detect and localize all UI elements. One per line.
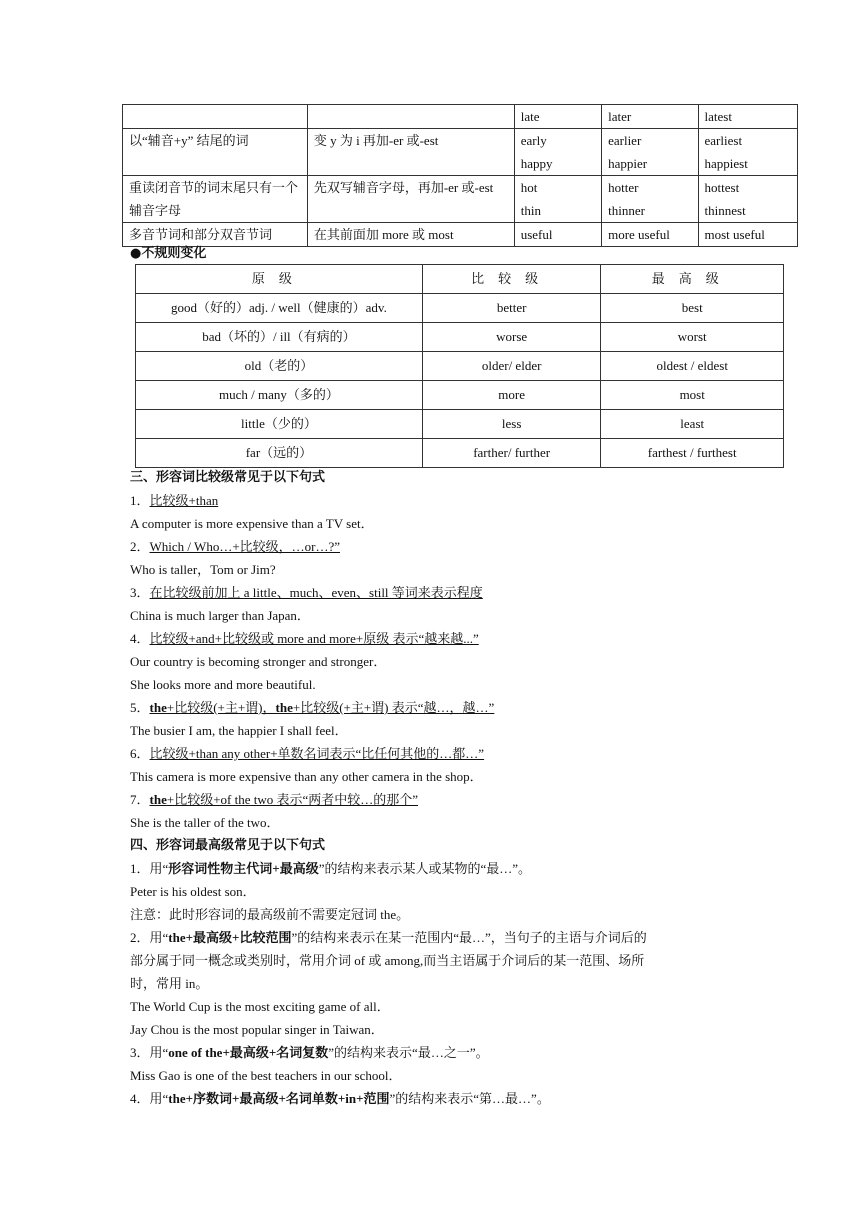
header-base: 原级 xyxy=(136,265,423,294)
section-4-title: 四、形容词最高级常见于以下句式 xyxy=(130,838,326,853)
body-text xyxy=(130,466,750,1110)
pattern-5: 5．the+比较级(+主+谓)，the+比较级(+主+谓) 表示“越…，越…” xyxy=(130,700,495,715)
example-sentence: A computer is more expensive than a TV set． xyxy=(130,516,374,531)
table-row xyxy=(136,439,784,468)
pattern-6: 6．比较级+than any other+单数名词表示“比任何其他的…都…” xyxy=(130,746,485,761)
comparative-cell: more xyxy=(422,381,601,410)
table-row xyxy=(136,352,784,381)
base-cell: late xyxy=(514,105,601,129)
explanation-line: 部分属于同一概念或类别时，常用介词 of 或 among,而当主语属于介词后的某一范围、场所 xyxy=(130,953,645,968)
rule-method-cell: 变 y 为 i 再加-er 或-est xyxy=(307,129,514,176)
base-cell: bad（坏的）/ ill（有病的） xyxy=(136,323,423,352)
superlative-cell: best xyxy=(601,294,784,323)
comparative-cell: earlier happier xyxy=(602,129,698,176)
superlative-cell: oldest / eldest xyxy=(601,352,784,381)
comparative-cell: farther/ further xyxy=(422,439,601,468)
rule-word-cell xyxy=(123,105,308,129)
rule-method-cell: 先双写辅音字母，再加-er 或-est xyxy=(307,176,514,223)
superlative-pattern-2: 2．用“the+最高级+比较范围”的结构来表示在某一范围内“最…”，当句子的主语与介词后的 xyxy=(130,930,647,945)
explanation-line: 时，常用 in。 xyxy=(130,976,209,991)
rule-method-cell: 在其前面加 more 或 most xyxy=(307,223,514,247)
table-header-row xyxy=(136,265,784,294)
note: 注意：此时形容词的最高级前不需要定冠词 the。 xyxy=(130,907,410,922)
superlative-pattern-1: 1．用“形容词性物主代词+最高级”的结构来表示某人或某物的“最…”。 xyxy=(130,861,532,876)
example-sentence: Our country is becoming stronger and stronger． xyxy=(130,654,387,669)
table-row xyxy=(136,323,784,352)
pattern-7: 7．the+比较级+of the two 表示“两者中较…的那个” xyxy=(130,792,419,807)
example-sentence: The busier I am, the happier I shall feel． xyxy=(130,723,348,738)
superlative-pattern-4: 4．用“the+序数词+最高级+名词单数+in+范围”的结构来表示“第…最…”。 xyxy=(130,1091,550,1106)
header-superlative: 最高级 xyxy=(601,265,784,294)
superlative-cell: most useful xyxy=(698,223,797,247)
table-row xyxy=(123,176,798,223)
superlative-cell: most xyxy=(601,381,784,410)
base-cell: early happy xyxy=(514,129,601,176)
table-row xyxy=(123,223,798,247)
example-sentence: China is much larger than Japan． xyxy=(130,608,310,623)
pattern-4: 4．比较级+and+比较级或 more and more+原级 表示“越来越...” xyxy=(130,631,479,646)
superlative-cell: latest xyxy=(698,105,797,129)
superlative-cell: farthest / furthest xyxy=(601,439,784,468)
irregular-heading: ●不规则变化 xyxy=(130,246,207,261)
rule-word-cell: 多音节词和部分双音节词 xyxy=(123,223,308,247)
comparative-cell: less xyxy=(422,410,601,439)
table-row xyxy=(123,105,798,129)
base-cell: much / many（多的） xyxy=(136,381,423,410)
example-sentence: The World Cup is the most exciting game of all． xyxy=(130,999,390,1014)
comparative-cell: older/ elder xyxy=(422,352,601,381)
section-3-title: 三、形容词比较级常见于以下句式 xyxy=(130,470,326,485)
base-cell: hot thin xyxy=(514,176,601,223)
table-row xyxy=(136,381,784,410)
pattern-1: 1．比较级+than xyxy=(130,493,219,508)
example-sentence: Peter is his oldest son． xyxy=(130,884,256,899)
example-sentence: Jay Chou is the most popular singer in Taiwan． xyxy=(130,1022,384,1037)
comparative-cell: worse xyxy=(422,323,601,352)
base-cell: useful xyxy=(514,223,601,247)
base-cell: good（好的）adj. / well（健康的）adv. xyxy=(136,294,423,323)
example-sentence: She is the taller of the two． xyxy=(130,815,280,830)
pattern-2: 2．Which / Who…+比较级，…or…?” xyxy=(130,539,341,554)
superlative-cell: worst xyxy=(601,323,784,352)
base-cell: far（远的） xyxy=(136,439,423,468)
base-cell: little（少的） xyxy=(136,410,423,439)
superlative-cell: least xyxy=(601,410,784,439)
table-row xyxy=(136,294,784,323)
example-sentence: This camera is more expensive than any other camera in the shop． xyxy=(130,769,483,784)
comparative-cell: later xyxy=(602,105,698,129)
rule-word-cell: 重读闭音节的词末尾只有一个辅音字母 xyxy=(123,176,308,223)
example-sentence: Who is taller，Tom or Jim? xyxy=(130,562,276,577)
table-row xyxy=(136,410,784,439)
irregular-comparison-table xyxy=(135,264,784,468)
example-sentence: She looks more and more beautiful. xyxy=(130,677,316,692)
superlative-cell: hottest thinnest xyxy=(698,176,797,223)
superlative-pattern-3: 3．用“one of the+最高级+名词复数”的结构来表示“最…之一”。 xyxy=(130,1045,489,1060)
example-sentence: Miss Gao is one of the best teachers in our school． xyxy=(130,1068,402,1083)
superlative-cell: earliest happiest xyxy=(698,129,797,176)
pattern-3: 3．在比较级前加上 a little、much、even、still 等词来表示程度 xyxy=(130,585,483,600)
base-cell: old（老的） xyxy=(136,352,423,381)
table-row xyxy=(123,129,798,176)
comparative-cell: better xyxy=(422,294,601,323)
header-comparative: 比较级 xyxy=(422,265,601,294)
comparative-cell: more useful xyxy=(602,223,698,247)
rule-word-cell: 以“辅音+y” 结尾的词 xyxy=(123,129,308,176)
regular-comparison-table xyxy=(122,104,798,247)
rule-method-cell xyxy=(307,105,514,129)
comparative-cell: hotter thinner xyxy=(602,176,698,223)
